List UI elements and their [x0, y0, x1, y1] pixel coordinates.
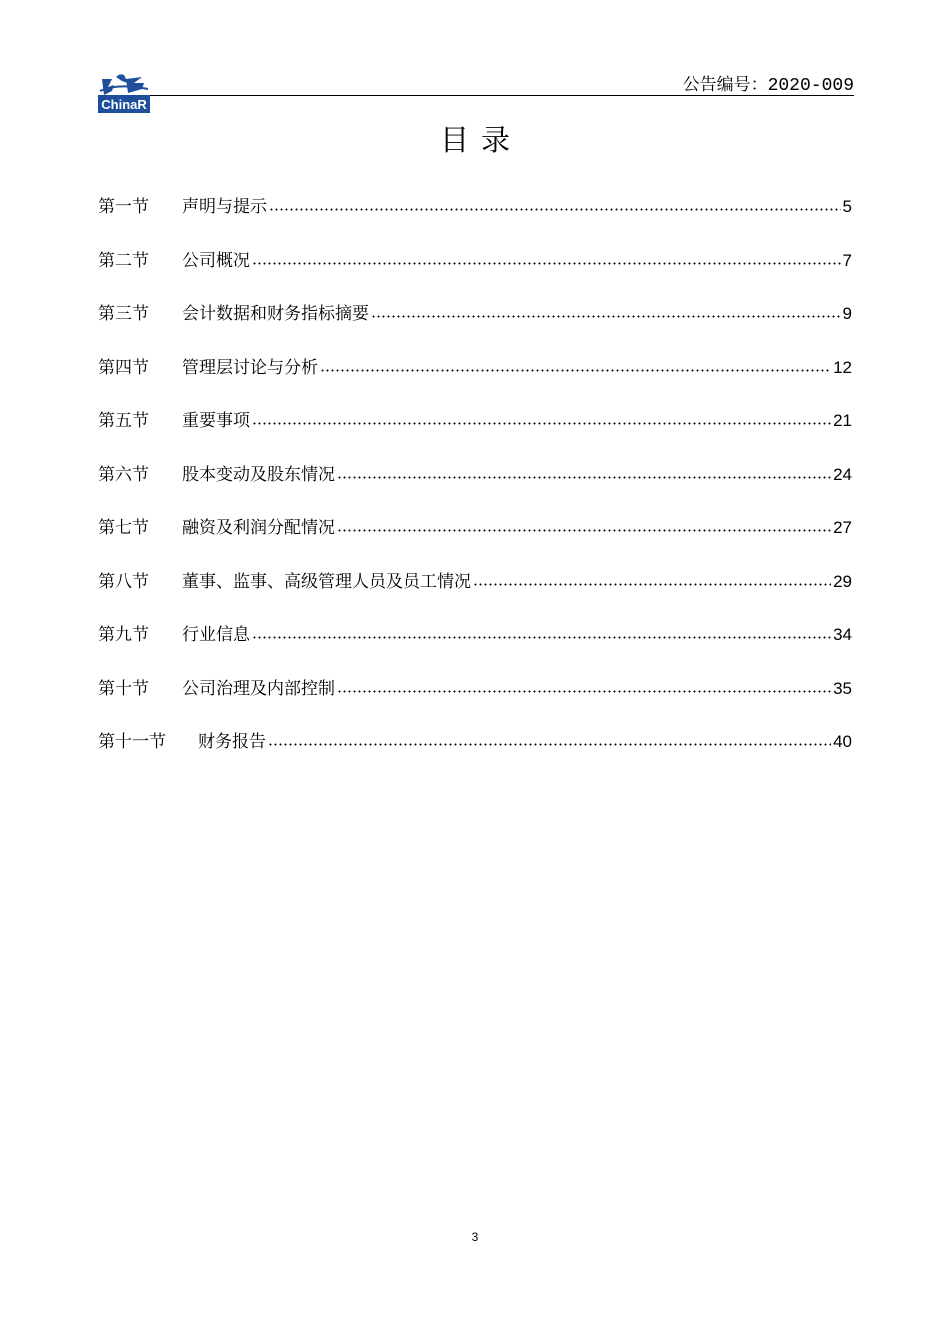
toc-entry[interactable] [98, 299, 852, 353]
table-of-contents [98, 192, 852, 781]
toc-page-number: 9 [842, 304, 852, 323]
toc-dot-leader [337, 674, 831, 694]
toc-section-title: 公司概况 [182, 250, 250, 271]
toc-dot-leader [371, 299, 841, 319]
toc-entry[interactable] [98, 192, 852, 246]
toc-section-number: 第七节 [98, 518, 149, 538]
toc-section-number: 第一节 [98, 197, 149, 217]
toc-section-title: 重要事项 [182, 411, 250, 431]
announcement-number-label: 公告编号： [682, 75, 768, 95]
toc-page-number: 5 [842, 197, 852, 216]
toc-page-number: 40 [833, 732, 852, 751]
toc-entry[interactable] [98, 674, 852, 728]
toc-section-number: 第八节 [98, 571, 149, 592]
toc-page-number: 12 [833, 357, 852, 377]
toc-section-number: 第六节 [98, 464, 149, 485]
toc-entry[interactable] [98, 513, 852, 567]
toc-section-title: 行业信息 [182, 625, 250, 645]
toc-section-title: 公司治理及内部控制 [182, 678, 335, 699]
page-header [98, 64, 854, 116]
toc-dot-leader [337, 460, 831, 480]
toc-section-title: 声明与提示 [182, 197, 267, 217]
toc-entry[interactable] [98, 460, 852, 514]
toc-dot-leader [337, 513, 831, 533]
header-divider [150, 95, 854, 96]
toc-section-number: 第五节 [98, 411, 149, 431]
toc-entry[interactable] [98, 353, 852, 407]
toc-dot-leader [473, 567, 831, 587]
toc-section-title: 会计数据和财务指标摘要 [182, 304, 369, 324]
toc-section-number: 第十一节 [98, 732, 166, 752]
toc-dot-leader [252, 246, 841, 266]
toc-page-number: 21 [833, 411, 852, 430]
toc-page-number: 27 [833, 518, 852, 537]
toc-section-title: 董事、监事、高级管理人员及员工情况 [182, 571, 471, 592]
toc-section-number: 第九节 [98, 625, 149, 645]
toc-dot-leader [252, 406, 831, 426]
toc-heading: 目录 [439, 123, 522, 157]
toc-dot-leader [268, 727, 831, 747]
toc-entry[interactable] [98, 246, 852, 300]
toc-page-number: 34 [833, 625, 852, 644]
toc-dot-leader [320, 353, 831, 373]
toc-section-number: 第十节 [98, 678, 149, 699]
toc-section-title: 股本变动及股东情况 [182, 464, 335, 485]
toc-section-number: 第四节 [98, 357, 149, 378]
toc-entry[interactable] [98, 567, 852, 621]
announcement-number [683, 70, 854, 96]
company-logo [98, 69, 150, 113]
toc-page-number: 35 [833, 678, 852, 698]
toc-section-title: 管理层讨论与分析 [182, 357, 318, 378]
toc-dot-leader [269, 192, 841, 212]
toc-entry[interactable] [98, 727, 852, 781]
toc-page-number: 7 [842, 250, 852, 270]
toc-section-title: 财务报告 [198, 732, 266, 752]
svg-text:ChinaR: ChinaR [101, 97, 147, 112]
toc-entry[interactable] [98, 620, 852, 674]
toc-entry[interactable] [98, 406, 852, 460]
toc-section-title: 融资及利润分配情况 [182, 518, 335, 538]
toc-section-number: 第三节 [98, 304, 149, 324]
toc-page-number: 29 [833, 571, 852, 591]
toc-page-number: 24 [833, 464, 852, 484]
announcement-number-value: 2020-009 [767, 76, 854, 96]
toc-dot-leader [252, 620, 831, 640]
page-number: 3 [471, 1230, 479, 1244]
toc-section-number: 第二节 [98, 250, 149, 271]
